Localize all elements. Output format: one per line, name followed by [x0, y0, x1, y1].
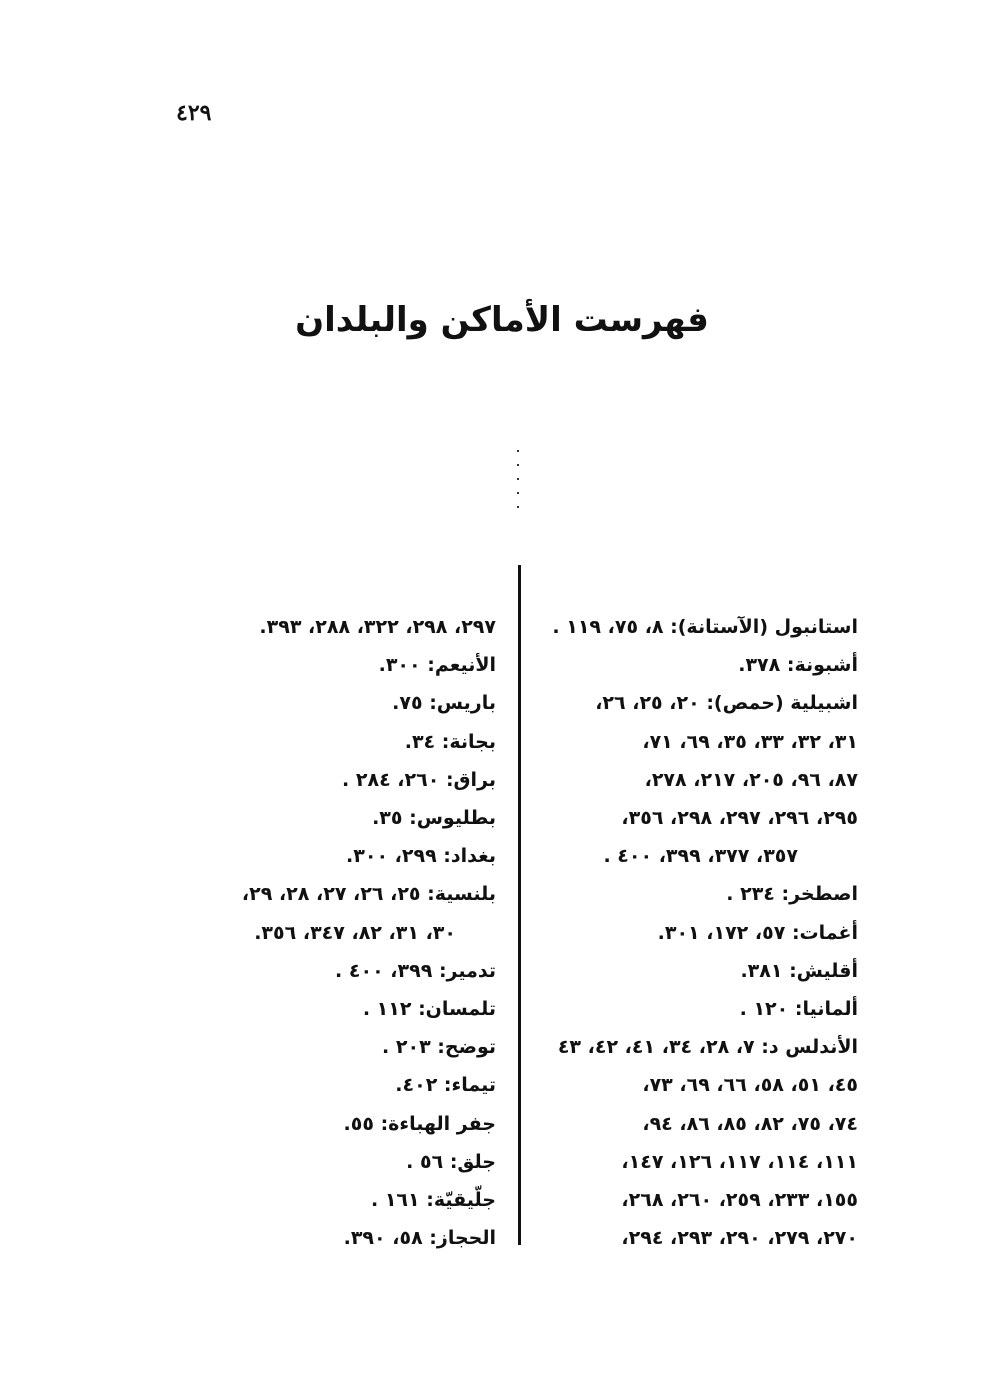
index-entry-continuation: ١٥٥، ٢٣٣، ٢٥٩، ٢٦٠، ٢٦٨،: [621, 1189, 858, 1212]
dot: [517, 506, 519, 508]
index-entry-continuation: ٢٧٠، ٢٧٩، ٢٩٠، ٢٩٣، ٢٩٤،: [621, 1227, 858, 1250]
index-entry-continuation: ٢٩٥، ٢٩٦، ٢٩٧، ٢٩٨، ٣٥٦،: [621, 807, 858, 830]
index-column-right: [538, 608, 858, 1257]
index-entry: الأندلس د: ٧، ٢٨، ٣٤، ٤١، ٤٢، ٤٣: [557, 1036, 858, 1059]
index-entry: الحجاز: ٥٨، ٣٩٠.: [343, 1227, 496, 1250]
index-entry: اشبيلية (حمص): ٢٠، ٢٥، ٢٦،: [595, 692, 858, 715]
index-entry-continuation: ٢٩٧، ٢٩٨، ٣٢٢، ٢٨٨، ٣٩٣.: [259, 616, 496, 638]
index-entry-continuation: ٣١، ٣٢، ٣٣، ٣٥، ٦٩، ٧١،: [642, 730, 858, 753]
index-entry-continuation: ٧٤، ٧٥، ٨٢، ٨٥، ٨٦، ٩٤،: [642, 1112, 858, 1135]
index-entry: جلق: ٥٦ .: [406, 1150, 496, 1173]
index-entry: جلّيقيّة: ١٦١ .: [370, 1189, 496, 1212]
index-entry: الأنيعم: ٣٠٠.: [378, 654, 496, 677]
index-entry: اصطخر: ٢٣٤ .: [726, 883, 858, 906]
dot: [517, 464, 519, 466]
page-number: ٤٢٩: [176, 100, 212, 126]
index-entry: جفر الهباءة: ٥٥.: [343, 1112, 496, 1135]
index-entry: توضح: ٢٠٣ .: [382, 1036, 496, 1059]
index-entry: بطليوس: ٣٥.: [372, 807, 496, 830]
dot: [517, 450, 519, 452]
index-entry: تلمسان: ١١٢ .: [362, 998, 496, 1021]
index-entry: باريس: ٧٥.: [392, 692, 496, 715]
page-title: فهرست الأماكن والبلدان: [295, 300, 709, 340]
index-entry-continuation: ٨٧، ٩٦، ٢٠٥، ٢١٧، ٢٧٨،: [644, 768, 858, 791]
column-divider: [518, 565, 521, 1245]
index-entry-continuation: ٣٠، ٣١، ٨٢، ٣٤٧، ٣٥٦.: [254, 921, 456, 944]
index-entry: ألمانيا: ١٢٠ .: [739, 998, 858, 1021]
index-entry: تيماء: ٤٠٢.: [395, 1074, 496, 1097]
dot: [517, 478, 519, 480]
index-entry: بلنسية: ٢٥، ٢٦، ٢٧، ٢٨، ٢٩،: [241, 883, 496, 906]
index-entry-continuation: ٣٥٧، ٣٧٧، ٣٩٩، ٤٠٠ .: [603, 845, 798, 868]
index-entry-continuation: ١١١، ١١٤، ١١٧، ١٢٦، ١٤٧،: [621, 1150, 858, 1173]
index-entry: أشبونة: ٣٧٨.: [738, 654, 858, 677]
dot: [517, 492, 519, 494]
index-entry: أقليش: ٣٨١.: [740, 959, 858, 982]
index-entry: بجانة: ٣٤.: [404, 730, 496, 753]
index-entry: براق: ٢٦٠، ٢٨٤ .: [342, 768, 496, 791]
index-entry: بغداد: ٢٩٩، ٣٠٠.: [346, 845, 496, 868]
decorative-dots: [515, 450, 521, 520]
index-column-left: [176, 608, 496, 1257]
index-entry: استانبول (الآستانة): ٨، ٧٥، ١١٩ .: [552, 616, 858, 638]
index-entry: تدمير: ٣٩٩، ٤٠٠ .: [335, 959, 496, 982]
index-entry-continuation: ٤٥، ٥١، ٥٨، ٦٦، ٦٩، ٧٣،: [642, 1074, 858, 1097]
index-entry: أغمات: ٥٧، ١٧٢، ٣٠١.: [657, 921, 858, 944]
